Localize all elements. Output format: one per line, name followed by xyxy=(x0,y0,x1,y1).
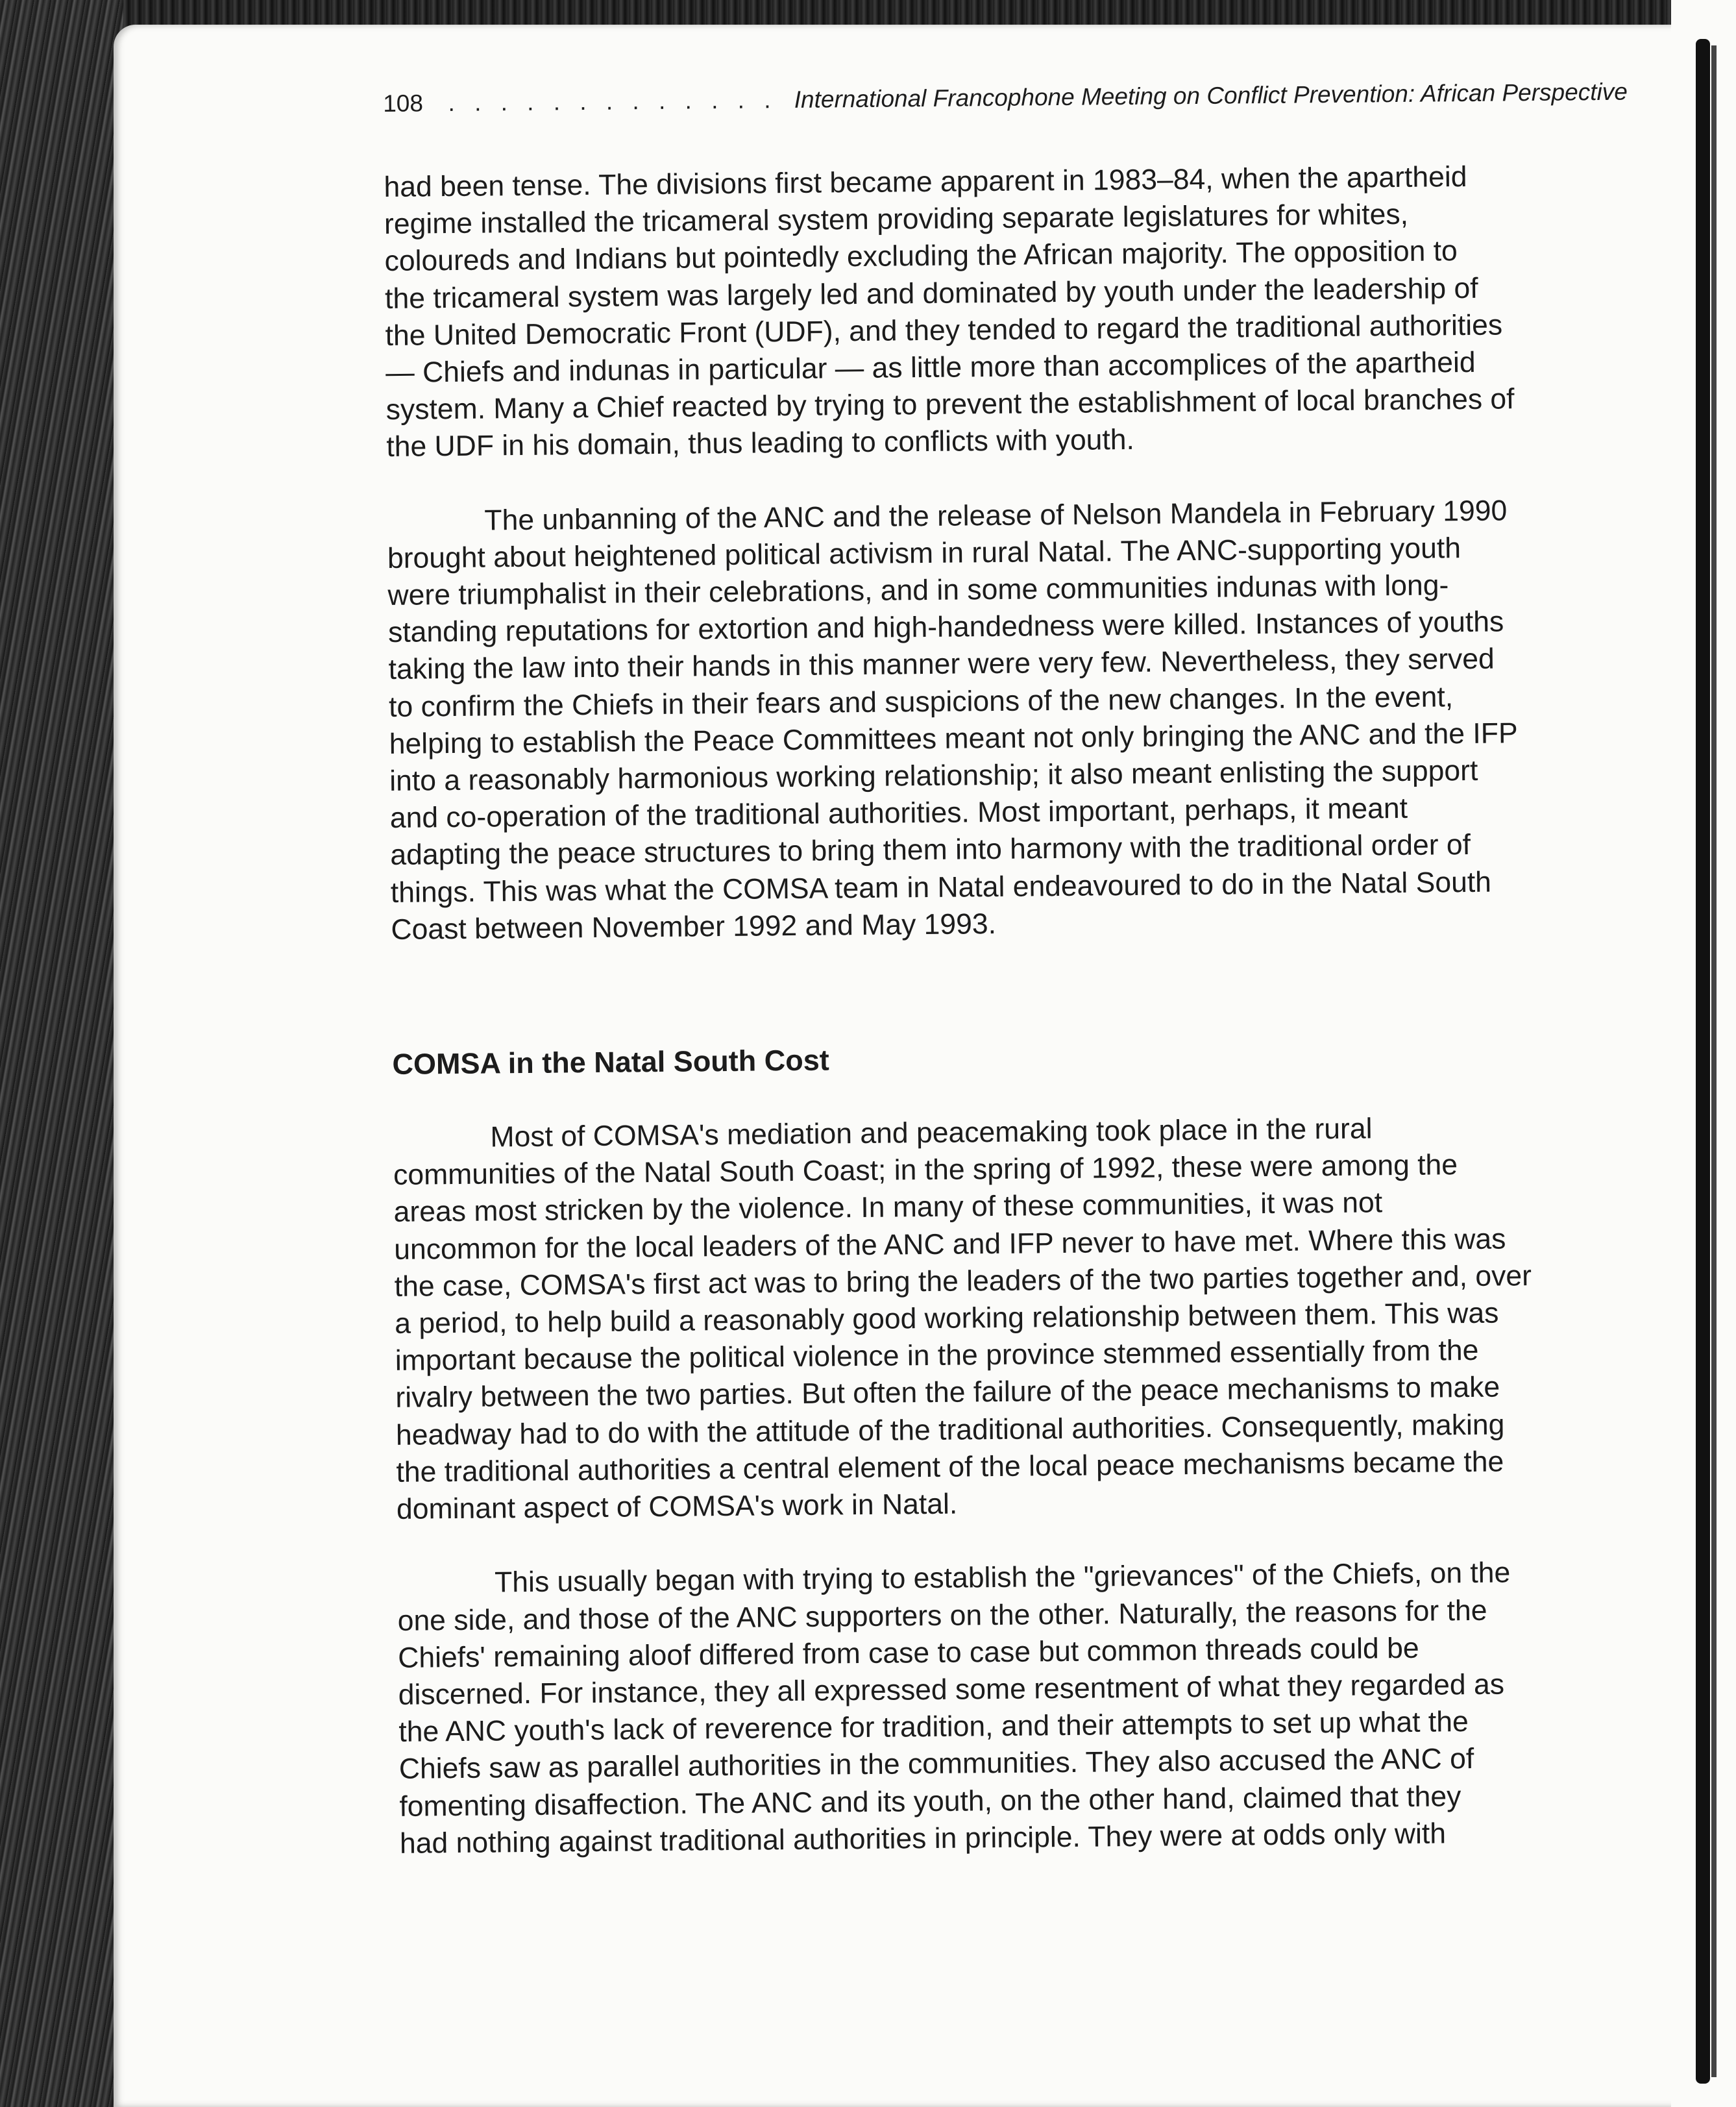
running-title: International Francophone Meeting on Conflict Prevention: African Perspective xyxy=(794,78,1628,113)
text-line: The unbanning of the ANC and the release of Nelson Mandela in February 1990 xyxy=(484,495,1508,537)
text-line: the traditional authorities a central element of the local peace mechanisms became the xyxy=(396,1446,1504,1488)
text-line: things. This was what the COMSA team in Natal endeavoured to do in the Natal South xyxy=(390,866,1492,909)
text-line: a period, to help build a reasonably good working relationship between them. This was xyxy=(395,1297,1499,1340)
text-line: regime installed the tricameral system providing separate legislatures for whites, xyxy=(384,199,1409,241)
text-line: the ANC youth's lack of reverence for tradition, and their attempts to set up what the xyxy=(398,1706,1469,1748)
text-line: helping to establish the Peace Committees meant not only bringing the ANC and the IFP xyxy=(389,717,1518,760)
page-number: 108 xyxy=(383,90,424,117)
text-line: communities of the Natal South Coast; in the spring of 1992, these were among the xyxy=(393,1149,1458,1192)
text-line: brought about heightened political activism in rural Natal. The ANC-supporting youth xyxy=(387,532,1461,574)
paragraph xyxy=(387,491,1653,948)
text-line: the case, COMSA's first act was to bring the leaders of the two parties together and, over xyxy=(394,1259,1532,1303)
text-line: areas most stricken by the violence. In many of these communities, it was not xyxy=(393,1187,1383,1229)
page-content xyxy=(383,75,1662,1862)
binding-bar xyxy=(1696,39,1710,2084)
text-line: were triumphalist in their celebrations, and in some communities indunas with long- xyxy=(387,569,1449,611)
text-line: rivalry between the two parties. But often the failure of the peace mechanisms to make xyxy=(395,1372,1500,1414)
text-line: adapting the peace structures to bring them into harmony with the traditional order of xyxy=(390,829,1471,872)
text-line: dominant aspect of COMSA's work in Natal. xyxy=(396,1488,958,1525)
text-line: to confirm the Chiefs in their fears and suspicions of the new changes. In the event, xyxy=(388,680,1454,723)
paragraph xyxy=(397,1553,1662,1862)
text-line: Most of COMSA's mediation and peacemaking took place in the rural xyxy=(490,1113,1373,1153)
text-line: Chiefs saw as parallel authorities in the communities. They also accused the ANC of xyxy=(398,1743,1474,1786)
text-line: system. Many a Chief reacted by trying to prevent the establishment of local branches of xyxy=(385,383,1515,426)
text-line: and co-operation of the traditional authorities. Most important, perhaps, it meant xyxy=(389,793,1408,835)
text-line: fomenting disaffection. The ANC and its youth, on the other hand, claimed that they xyxy=(399,1780,1461,1823)
text-line: the UDF in his domain, thus leading to conflicts with youth. xyxy=(386,424,1135,463)
paragraph xyxy=(384,156,1648,465)
text-line: Coast between November 1992 and May 1993. xyxy=(391,907,997,946)
text-line: the United Democratic Front (UDF), and they tended to regard the traditional authorities xyxy=(385,309,1503,352)
section-heading: COMSA in the Natal South Cost xyxy=(392,1043,829,1081)
paragraph xyxy=(393,1107,1659,1528)
text-line: This usually began with trying to establish the "grievances" of the Chiefs, on the xyxy=(494,1557,1511,1599)
text-line: into a reasonably harmonious working relationship; it also meant enlisting the support xyxy=(389,754,1478,797)
text-line: one side, and those of the ANC supporters on the other. Naturally, the reasons for the xyxy=(397,1594,1487,1637)
text-line: uncommon for the local leaders of the ANC and IFP never to have met. Where this was xyxy=(393,1223,1506,1266)
text-line: — Chiefs and indunas in particular — as little more than accomplices of the apartheid xyxy=(385,346,1476,389)
text-line: taking the law into their hands in this manner were very few. Nevertheless, they served xyxy=(388,643,1495,686)
text-line: had nothing against traditional authorities in principle. They were at odds only with xyxy=(399,1817,1447,1860)
text-line: standing reputations for extortion and high-handedness were killed. Instances of youths xyxy=(387,606,1504,649)
text-line: had been tense. The divisions first became apparent in 1983–84, when the apartheid xyxy=(384,160,1467,203)
binding-bar-inner xyxy=(1711,45,1717,2077)
text-line: discerned. For instance, they all expressed some resentment of what they regarded as xyxy=(398,1668,1505,1711)
text-line: Chiefs' remaining aloof differed from case to case but common threads could be xyxy=(397,1632,1419,1674)
body-text xyxy=(384,156,1662,1862)
text-line: headway had to do with the attitude of the traditional authorities. Consequently, making xyxy=(395,1409,1505,1451)
text-line: coloureds and Indians but pointedly excluding the African majority. The opposition to xyxy=(384,235,1458,278)
text-line: the tricameral system was largely led and dominated by youth under the leadership of xyxy=(384,272,1478,315)
dot-leader: . . . . . . . . . . . . . xyxy=(448,86,777,117)
text-line: important because the political violence in the province stemmed essentially from the xyxy=(395,1335,1479,1377)
binding-clip xyxy=(1671,0,1736,2107)
book-spine-edge xyxy=(0,0,123,2107)
